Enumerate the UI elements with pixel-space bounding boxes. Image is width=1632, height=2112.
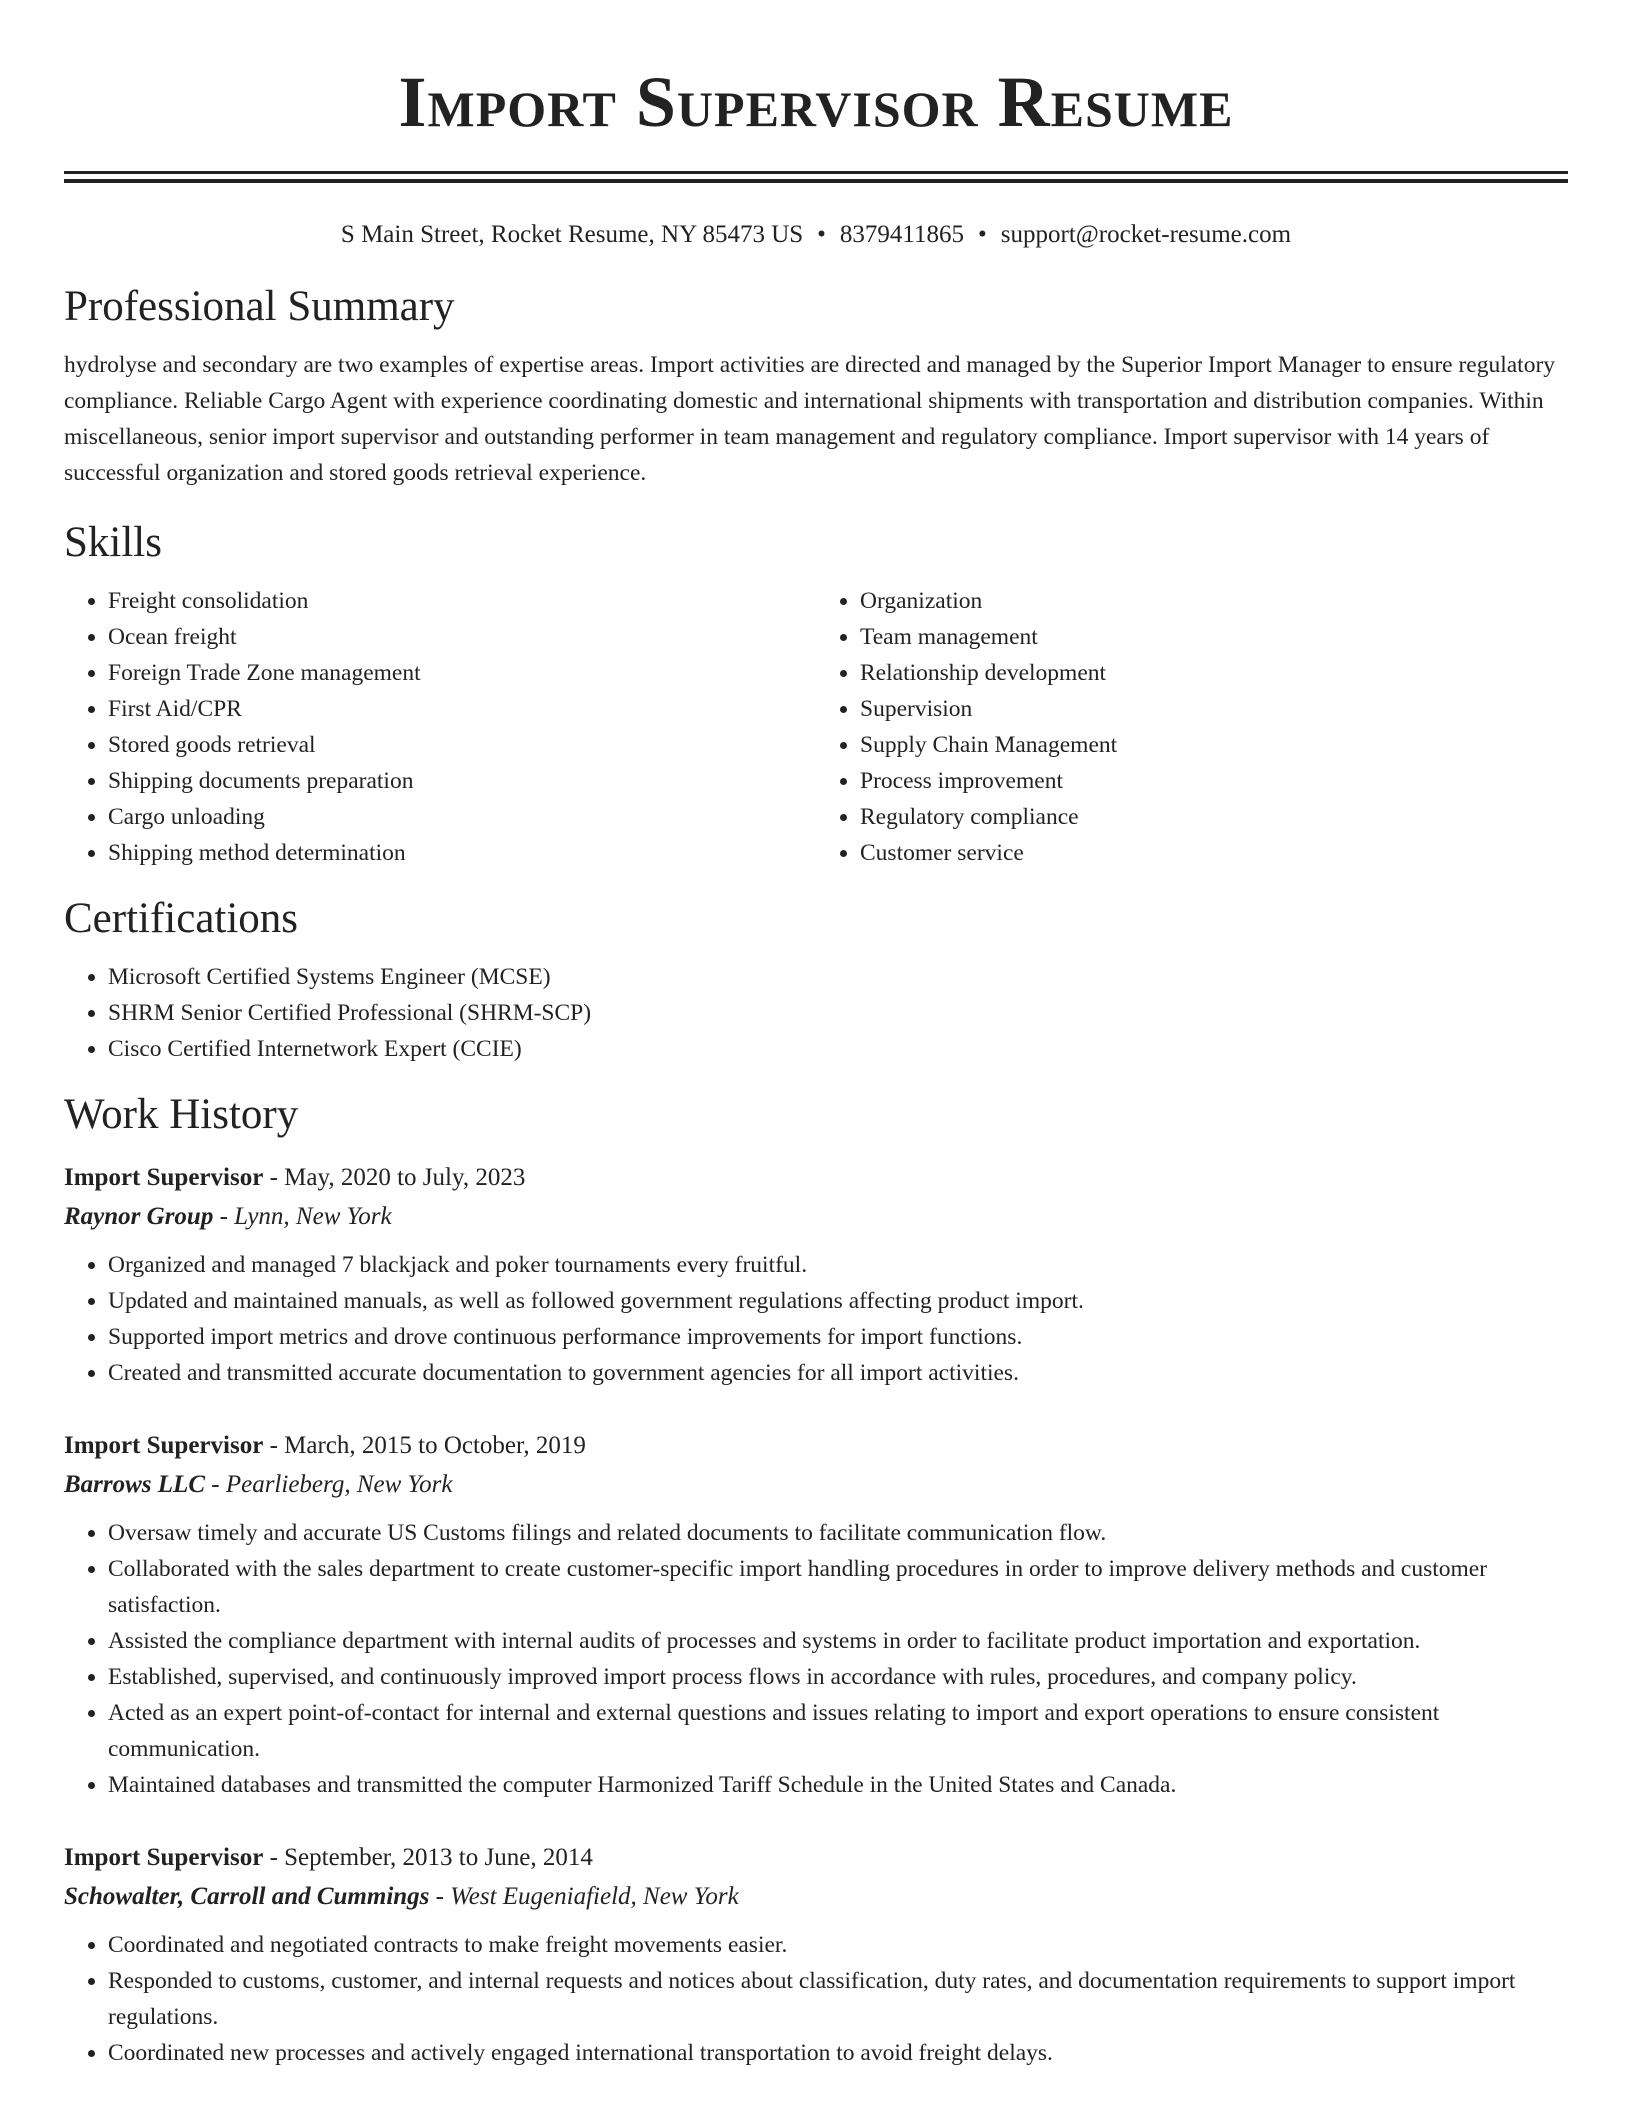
job-bullets bbox=[64, 1247, 1568, 1391]
summary-text: hydrolyse and secondary are two examples of expertise areas. Import activities are directed and managed by the Superior Import Manager to ensure regulatory compliance. Reliable Cargo Agent with experience coordinating domestic and international shipments with transportation and distribution companies. Within miscellaneous, senior import supervisor and outstanding performer in team management and regulatory compliance. Import supervisor with 14 years of successful organization and stored goods retrieval experience. bbox=[64, 352, 1556, 486]
job-entry bbox=[64, 1427, 1568, 1803]
summary-heading: Professional Summary bbox=[64, 283, 455, 330]
certifications-list bbox=[64, 959, 1568, 1067]
skill-item: • Relationship development bbox=[860, 655, 1568, 691]
job-title: Import Supervisor bbox=[64, 1844, 264, 1871]
certifications-section bbox=[64, 893, 1568, 1067]
skill-item: • Shipping method determination bbox=[108, 835, 816, 871]
skills-columns bbox=[64, 583, 1568, 871]
skills-heading: Skills bbox=[64, 519, 162, 566]
job-bullets bbox=[64, 1927, 1568, 2071]
job-bullet: • Acted as an expert point-of-contact for internal and external questions and issues relating to import and export operations to ensure consistent communication. bbox=[108, 1695, 1568, 1767]
skills-section bbox=[64, 517, 1568, 871]
header-divider-top bbox=[64, 171, 1568, 174]
contact-line bbox=[64, 219, 1568, 251]
job-bullet: • Assisted the compliance department with internal audits of processes and systems in order to facilitate product importation and exportation. bbox=[108, 1623, 1568, 1659]
contact-email: support@rocket-resume.com bbox=[1000, 221, 1292, 248]
skill-item: • Cargo unloading bbox=[108, 799, 816, 835]
job-bullet: • Updated and maintained manuals, as well as followed government regulations affecting product import. bbox=[108, 1283, 1568, 1319]
job-bullet: • Coordinated and negotiated contracts to make freight movements easier. bbox=[108, 1927, 1568, 1963]
job-bullet: • Established, supervised, and continuously improved import process flows in accordance with rules, procedures, and company policy. bbox=[108, 1659, 1568, 1695]
certifications-heading: Certifications bbox=[64, 895, 299, 942]
skill-item: • First Aid/CPR bbox=[108, 691, 816, 727]
skill-item: • Ocean freight bbox=[108, 619, 816, 655]
job-bullet: • Organized and managed 7 blackjack and poker tournaments every fruitful. bbox=[108, 1247, 1568, 1283]
resume-title: Import Supervisor Resume bbox=[398, 62, 1234, 142]
summary-section bbox=[64, 281, 1568, 491]
skill-item: • Foreign Trade Zone management bbox=[108, 655, 816, 691]
company-name: Raynor Group bbox=[64, 1203, 214, 1230]
job-dates: - March, 2015 to October, 2019 bbox=[263, 1432, 586, 1459]
job-title: Import Supervisor bbox=[64, 1432, 264, 1459]
job-bullet: • Responded to customs, customer, and internal requests and notices about classification, duty rates, and documentation requirements to support import regulations. bbox=[108, 1963, 1568, 2035]
skill-item: • Team management bbox=[860, 619, 1568, 655]
job-dates: - May, 2020 to July, 2023 bbox=[263, 1164, 526, 1191]
certification-item: • Cisco Certified Internetwork Expert (CCIE) bbox=[108, 1031, 1568, 1067]
job-entry bbox=[64, 1159, 1568, 1391]
work-history-heading: Work History bbox=[64, 1091, 299, 1138]
job-bullets bbox=[64, 1515, 1568, 1803]
skills-list-left bbox=[64, 583, 816, 871]
job-entry bbox=[64, 1839, 1568, 2071]
job-title: Import Supervisor bbox=[64, 1164, 264, 1191]
contact-separator: • bbox=[817, 221, 826, 248]
skill-item: • Freight consolidation bbox=[108, 583, 816, 619]
job-header bbox=[64, 1839, 1568, 1877]
job-location: - West Eugeniafield, New York bbox=[429, 1883, 739, 1910]
company-name: Schowalter, Carroll and Cummings bbox=[64, 1883, 430, 1910]
header-divider-bottom bbox=[64, 179, 1568, 183]
contact-address: S Main Street, Rocket Resume, NY 85473 US bbox=[340, 221, 804, 248]
skill-item: • Supervision bbox=[860, 691, 1568, 727]
skill-item: • Supply Chain Management bbox=[860, 727, 1568, 763]
job-bullet: • Coordinated new processes and actively engaged international transportation to avoid freight delays. bbox=[108, 2035, 1568, 2071]
job-employer bbox=[64, 1465, 1568, 1505]
skill-item: • Customer service bbox=[860, 835, 1568, 871]
job-bullet: • Maintained databases and transmitted the computer Harmonized Tariff Schedule in the United States and Canada. bbox=[108, 1767, 1568, 1803]
skill-item: • Stored goods retrieval bbox=[108, 727, 816, 763]
skill-item: • Regulatory compliance bbox=[860, 799, 1568, 835]
certification-item: • Microsoft Certified Systems Engineer (MCSE) bbox=[108, 959, 1568, 995]
job-bullet: • Supported import metrics and drove continuous performance improvements for import functions. bbox=[108, 1319, 1568, 1355]
job-dates: - September, 2013 to June, 2014 bbox=[263, 1844, 593, 1871]
certification-item: • SHRM Senior Certified Professional (SHRM-SCP) bbox=[108, 995, 1568, 1031]
skill-item: • Organization bbox=[860, 583, 1568, 619]
job-location: - Lynn, New York bbox=[213, 1203, 392, 1230]
job-header bbox=[64, 1159, 1568, 1197]
job-bullet: • Collaborated with the sales department to create customer-specific import handling procedures in order to improve delivery methods and customer satisfaction. bbox=[108, 1551, 1568, 1623]
skills-list-right bbox=[816, 583, 1568, 871]
company-name: Barrows LLC bbox=[64, 1471, 206, 1498]
work-history-section bbox=[64, 1089, 1568, 2071]
job-employer bbox=[64, 1877, 1568, 1917]
skill-item: • Shipping documents preparation bbox=[108, 763, 816, 799]
skill-item: • Process improvement bbox=[860, 763, 1568, 799]
job-bullet: • Oversaw timely and accurate US Customs filings and related documents to facilitate communication flow. bbox=[108, 1515, 1568, 1551]
contact-phone: 8379411865 bbox=[839, 221, 964, 248]
job-header bbox=[64, 1427, 1568, 1465]
job-employer bbox=[64, 1197, 1568, 1237]
job-location: - Pearlieberg, New York bbox=[205, 1471, 453, 1498]
contact-separator: • bbox=[978, 221, 987, 248]
job-bullet: • Created and transmitted accurate documentation to government agencies for all import activities. bbox=[108, 1355, 1568, 1391]
